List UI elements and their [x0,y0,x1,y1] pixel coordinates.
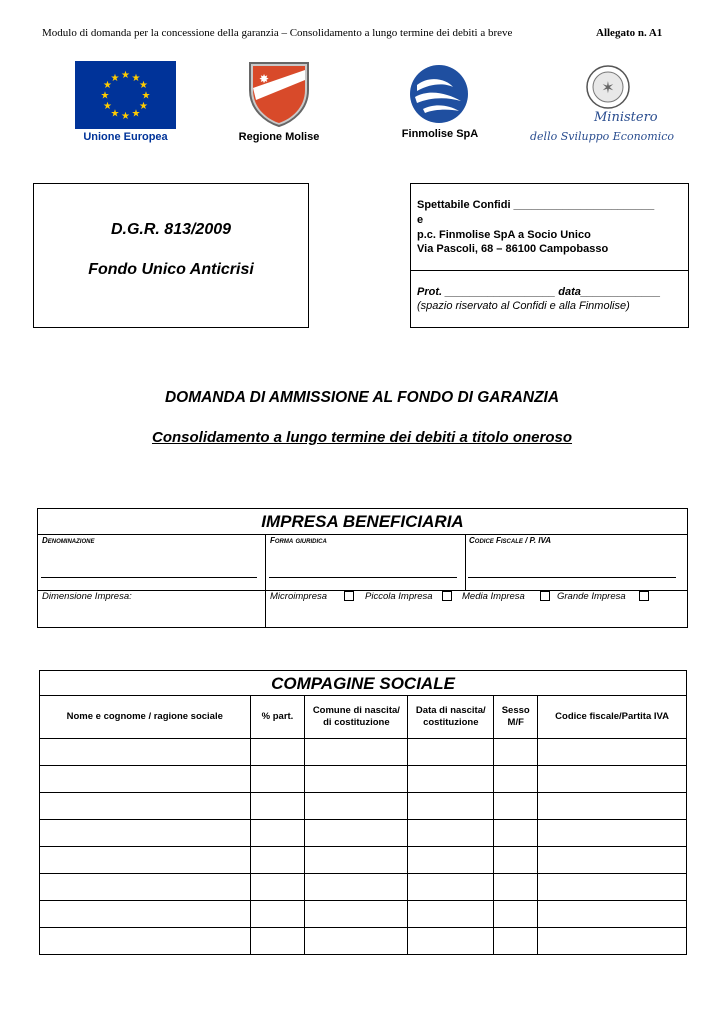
svg-text:★: ★ [121,70,130,81]
table-cell[interactable] [538,766,687,793]
table-cell[interactable] [250,793,305,820]
svg-text:★: ★ [141,90,151,102]
fondo-title: Fondo Unico Anticrisi [88,261,254,278]
table-cell[interactable] [538,739,687,766]
impresa-title-divider [38,534,687,535]
protocol-line: Prot. __________________ data_____________ [417,286,661,298]
svg-text:★: ★ [139,101,148,112]
svg-text:★: ★ [131,108,141,120]
table-cell[interactable] [40,766,251,793]
svg-text:★: ★ [139,80,148,91]
table-cell[interactable] [250,739,305,766]
compagine-table [39,695,687,955]
dgr-title: D.G.R. 813/2009 [110,221,232,238]
protocol-note: (spazio riservato al Confidi e alla Finmolise) [417,300,630,312]
main-title: DOMANDA DI AMMISSIONE AL FONDO DI GARANZIA [164,389,560,406]
table-cell[interactable] [250,766,305,793]
table-row [40,901,687,928]
col-sesso: Sesso M/F [494,696,538,739]
table-cell[interactable] [40,901,251,928]
col-codice: Codice fiscale/Partita IVA [538,696,687,739]
table-row [40,928,687,955]
table-cell[interactable] [305,901,408,928]
svg-text:★: ★ [103,80,112,91]
table-cell[interactable] [494,793,538,820]
svg-text:★: ★ [131,73,141,84]
table-cell[interactable] [408,847,494,874]
table-cell[interactable] [494,874,538,901]
table-cell[interactable] [250,928,305,955]
ministero-text-2: dello Sviluppo Economico [530,130,675,143]
forma-giuridica-field[interactable] [269,577,457,578]
table-cell[interactable] [538,874,687,901]
impresa-col-divider-2 [465,534,466,590]
ministero-text-1: Ministero [594,110,658,125]
address-street: Via Pascoli, 68 – 86100 Campobasso [417,243,609,255]
table-cell[interactable] [538,847,687,874]
option-media-label: Media Impresa [462,591,525,602]
denominazione-field[interactable] [41,577,257,578]
ministero-emblem-logo [583,63,633,111]
address-confidi: Spettabile Confidi _______________________ [417,199,655,211]
table-cell[interactable] [40,874,251,901]
table-cell[interactable] [40,820,251,847]
forma-giuridica-label: Forma giuridica [270,536,327,545]
svg-text:★: ★ [121,111,130,122]
table-cell[interactable] [305,766,408,793]
svg-text:★: ★ [100,90,110,102]
compagine-title-box [39,670,687,696]
table-cell[interactable] [305,928,408,955]
table-cell[interactable] [494,928,538,955]
table-cell[interactable] [408,793,494,820]
table-cell[interactable] [494,766,538,793]
table-cell[interactable] [538,793,687,820]
option-micro-label: Microimpresa [270,591,328,602]
svg-text:★: ★ [110,108,120,120]
svg-text:★: ★ [110,73,120,84]
table-cell[interactable] [494,901,538,928]
table-cell[interactable] [538,901,687,928]
option-piccola-label: Piccola Impresa [365,591,433,602]
finmolise-label: Finmolise SpA [401,128,479,140]
codice-fiscale-field[interactable] [468,577,676,578]
micro-checkbox[interactable] [344,591,354,601]
table-row [40,739,687,766]
table-cell[interactable] [40,793,251,820]
table-cell[interactable] [494,847,538,874]
table-cell[interactable] [494,739,538,766]
finmolise-logo [409,63,469,125]
table-row [40,793,687,820]
address-finmolise: p.c. Finmolise SpA a Socio Unico [417,229,591,241]
table-cell[interactable] [40,928,251,955]
piccola-checkbox[interactable] [442,591,452,601]
table-row [40,766,687,793]
table-cell[interactable] [305,847,408,874]
denominazione-label: Denominazione [42,536,95,545]
svg-text:★: ★ [103,101,112,112]
table-cell[interactable] [408,874,494,901]
impresa-col-divider-1 [265,534,266,627]
eu-flag-logo [75,61,176,129]
header-title: Modulo di domanda per la concessione della garanzia – Consolidamento a lungo termine dei debiti a breve [42,27,513,39]
table-cell[interactable] [538,820,687,847]
table-row [40,820,687,847]
compagine-title: COMPAGINE SOCIALE [271,674,455,693]
col-nome: Nome e cognome / ragione sociale [40,696,251,739]
header-annex: Allegato n. A1 [596,27,663,39]
molise-shield-logo [247,60,311,128]
table-cell[interactable] [250,874,305,901]
table-cell[interactable] [250,820,305,847]
table-cell[interactable] [408,928,494,955]
col-percent: % part. [250,696,305,739]
table-cell[interactable] [408,820,494,847]
table-row [40,874,687,901]
col-data: Data di nascita/ costituzione [408,696,494,739]
dimensione-label: Dimensione Impresa: [42,591,132,602]
svg-text:✸: ✸ [258,72,270,86]
svg-text:✶: ✶ [601,78,615,97]
table-cell[interactable] [538,928,687,955]
table-cell[interactable] [40,739,251,766]
grande-checkbox[interactable] [639,591,649,601]
option-grande-label: Grande Impresa [557,591,626,602]
table-cell[interactable] [305,739,408,766]
table-cell[interactable] [408,766,494,793]
address-box [410,183,689,328]
eu-label: Unione Europea [83,131,168,143]
address-divider [411,270,688,271]
table-cell[interactable] [305,874,408,901]
table-cell[interactable] [494,820,538,847]
compagine-header-row [40,696,687,739]
impresa-title: IMPRESA BENEFICIARIA [261,512,464,531]
table-cell[interactable] [408,901,494,928]
table-cell[interactable] [305,820,408,847]
table-cell[interactable] [250,847,305,874]
address-e: e [417,214,424,226]
col-comune: Comune di nascita/ di costituzione [305,696,408,739]
table-cell[interactable] [40,847,251,874]
dgr-box [33,183,309,328]
table-row [40,847,687,874]
molise-label: Regione Molise [238,131,320,143]
codice-fiscale-label: Codice Fiscale / P. IVA [469,536,552,545]
sub-title: Consolidamento a lungo termine dei debiti a titolo oneroso [151,429,573,446]
media-checkbox[interactable] [540,591,550,601]
impresa-section [37,508,688,628]
table-cell[interactable] [305,793,408,820]
table-cell[interactable] [250,901,305,928]
table-cell[interactable] [408,739,494,766]
